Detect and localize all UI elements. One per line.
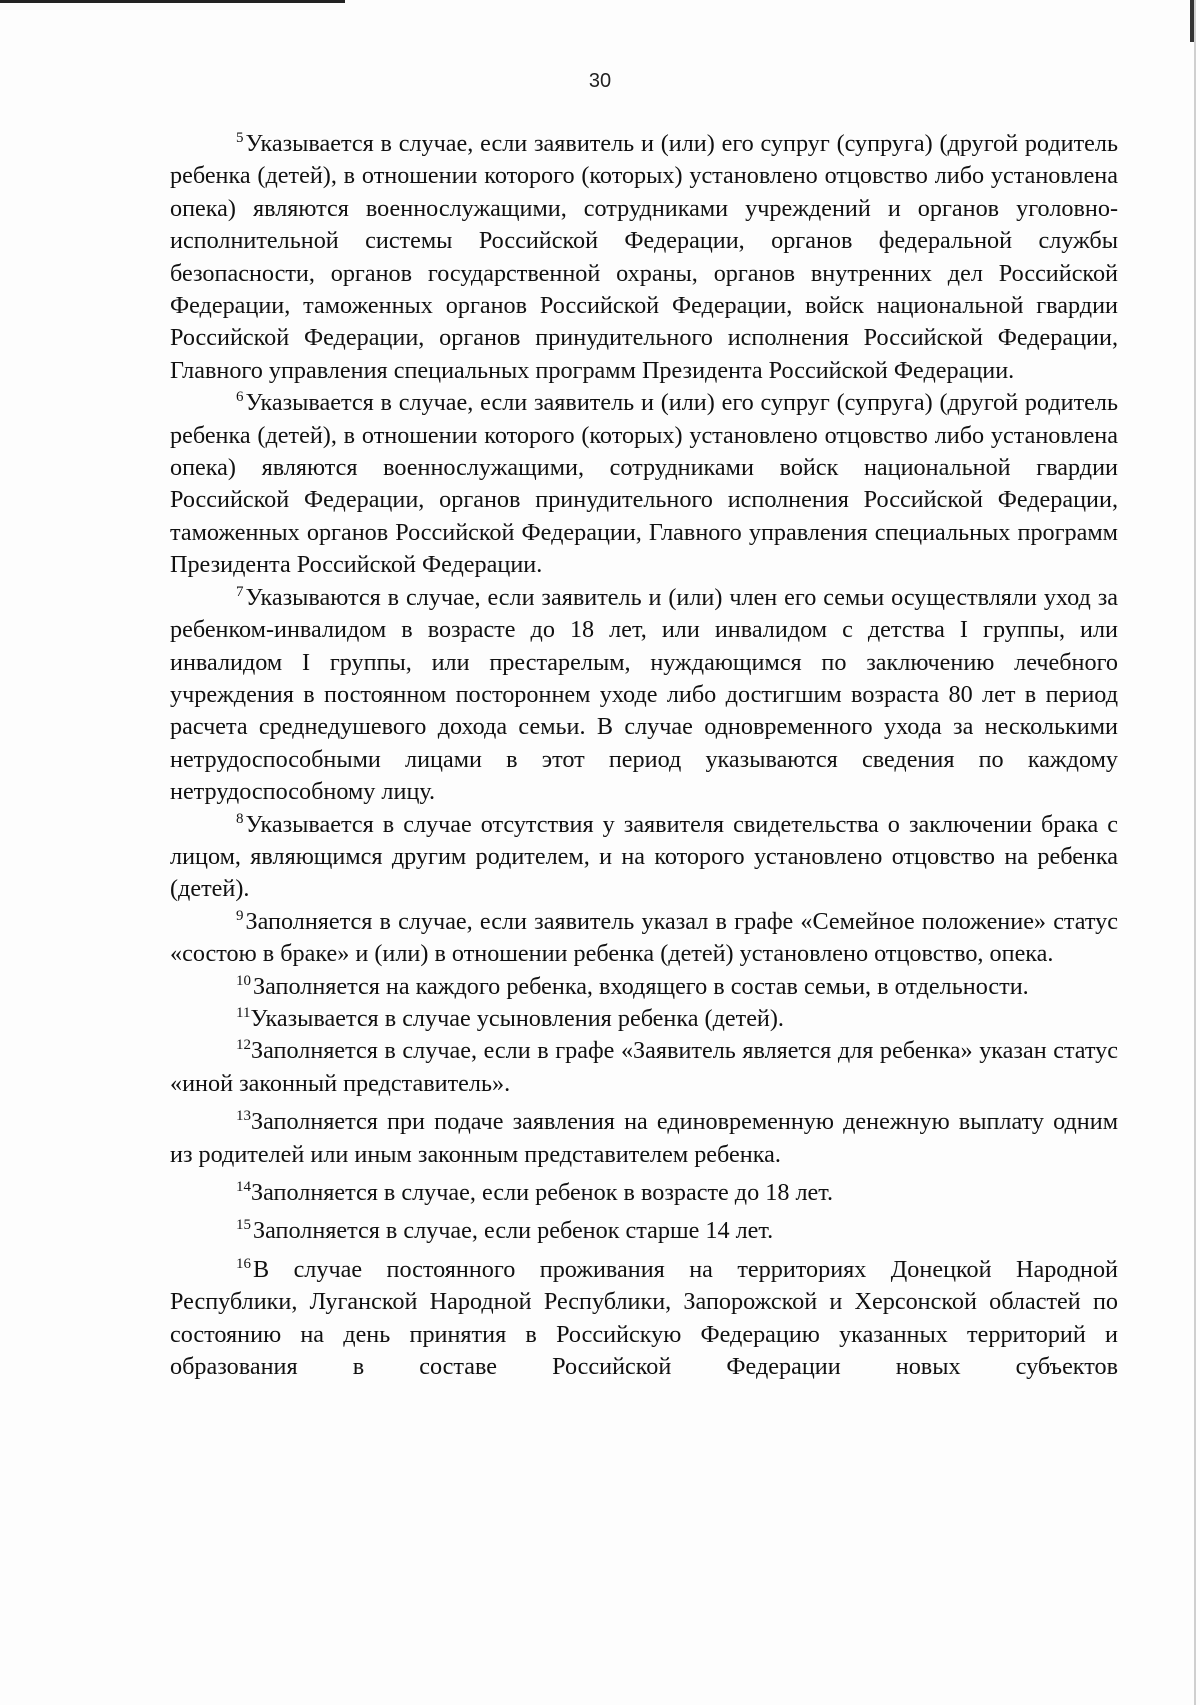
- footnote-mark: 8: [236, 810, 244, 827]
- footnote-5: [170, 128, 1118, 387]
- footnote-text: Указывается в случае отсутствия у заявителя свидетельства о заключении брака с лицом, являющимся другим родителем, и на которого установлено отцовство на ребенка (детей).: [170, 810, 1118, 903]
- footnote-text: В случае постоянного проживания на территориях Донецкой Народной Республики, Луганской Народной Республики, Запорожской и Херсонской областей по состоянию на дeнь принятия в Российскую Федерацию указанных территорий и образования в составе Российской Федерации новых субъектов: [170, 1255, 1118, 1381]
- footnote-11: [170, 1003, 1118, 1035]
- footnote-9: [170, 906, 1118, 971]
- footnote-6: [170, 387, 1118, 581]
- footnote-12: [170, 1035, 1118, 1100]
- footnote-text: Заполняется в случае, если в графе «Заявитель является для ребенка» указан статус «иной законный представитель».: [170, 1037, 1118, 1097]
- footnote-text: Заполняется в случае, если ребенок старше 14 лет.: [253, 1217, 774, 1245]
- footnote-mark: 13: [236, 1108, 251, 1125]
- footnote-16: [170, 1254, 1118, 1384]
- footnote-mark: 7: [236, 583, 244, 600]
- footnote-mark: 12: [236, 1037, 251, 1054]
- footnote-text: Указывается в случае усыновления ребенка (детей).: [250, 1004, 784, 1032]
- footnote-mark: 11: [236, 1004, 251, 1021]
- footnotes-block: [170, 128, 1118, 1383]
- footnote-mark: 6: [236, 389, 244, 406]
- footnote-mark: 14: [236, 1179, 251, 1195]
- scan-edge-line: [0, 0, 345, 3]
- footnote-text: Заполняется при подаче заявления на единовременную денежную выплату одним из родителей или иным законным представителем ребенка.: [170, 1108, 1118, 1168]
- footnote-text: Указывается в случае, если заявитель и (или) его супруг (супруга) (другой родитель ребенка (детей), в отношении которого (которых) установлено отцовство либо установлена опека) являются военнослужащими, сотрудниками учреждений и органов уголовно-исполнительной системы Российской Федерации, органов федеральной службы безопасности, органов государственной охраны, органов внутренних дел Российской Федерации, таможенных органов Российской Федерации, войск национальной гвардии Российской Федерации, органов принудительного исполнения Российской Федерации, Главного управления специальных программ Президента Российской Федерации.: [170, 130, 1118, 384]
- footnote-text: Указываются в случае, если заявитель и (или) член его семьи осуществляли уход за ребенком-инвалидом в возрасте до 18 лет, или инвалидом с детства I группы, или инвалидом I группы, или престарелым, нуждающимся по заключению лечебного учреждения в постоянном постороннем уходе либо достигшим возраста 80 лет в период расчета среднедушевого дохода семьи. В случае одновременного ухода за несколькими нетрудоспособными лицами в этот период указываются сведения по каждому нетрудоспособному лицу.: [170, 583, 1118, 806]
- footnote-13: [170, 1106, 1118, 1171]
- footnote-mark: 15: [236, 1217, 251, 1234]
- footnote-7: [170, 582, 1118, 809]
- scan-edge-line: [1194, 0, 1196, 1705]
- footnote-text: Указывается в случае, если заявитель и (или) его супруг (супруга) (другой родитель ребенка (детей), в отношении которого (которых) установлено отцовство либо установлена опека) являются военнослужащими, сотрудниками войск национальной гвардии Российской Федерации, органов принудительного исполнения Российской Федерации, таможенных органов Российской Федерации, Главного управления специальных программ Президента Российской Федерации.: [170, 389, 1118, 579]
- footnote-14: [170, 1177, 1118, 1209]
- footnote-text: Заполняется на каждого ребенка, входящего в состав семьи, в отдельности.: [253, 972, 1029, 1000]
- footnote-mark: 16: [236, 1255, 251, 1272]
- footnote-15: [170, 1215, 1118, 1247]
- footnote-text: Заполняется в случае, если ребенок в возрасте до 18 лет.: [251, 1179, 834, 1206]
- footnote-8: [170, 809, 1118, 906]
- footnote-mark: 10: [236, 972, 251, 989]
- footnote-mark: 9: [236, 907, 244, 924]
- page-number: 30: [588, 70, 612, 92]
- footnote-mark: 5: [236, 130, 244, 146]
- footnote-10: [170, 971, 1118, 1003]
- footnote-text: Заполняется в случае, если заявитель указал в графе «Семейное положение» статус «состою в браке» и (или) в отношении ребенка (детей) установлено отцовство, опека.: [170, 907, 1118, 968]
- scan-edge-mark: [1190, 0, 1194, 42]
